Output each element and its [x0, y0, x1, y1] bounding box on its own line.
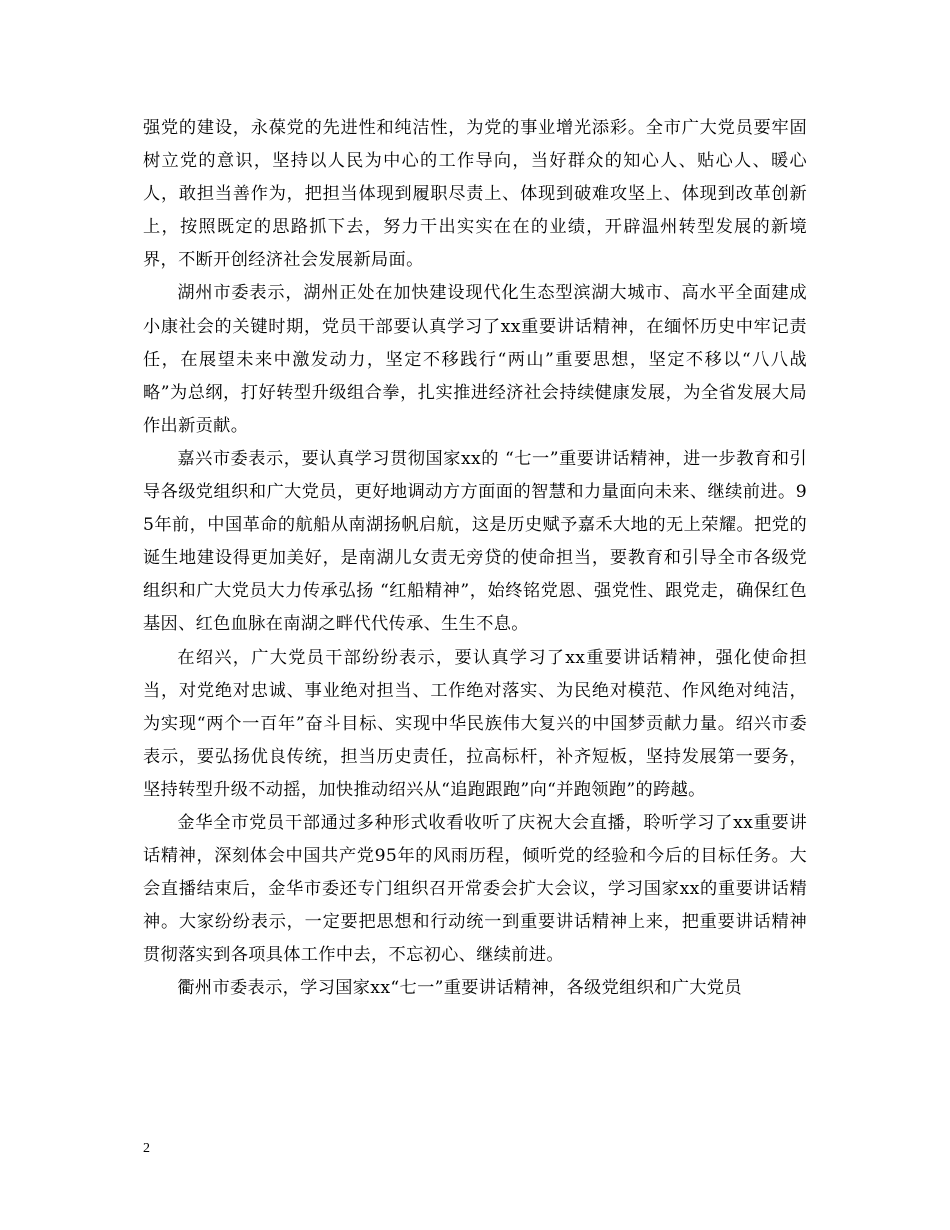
- paragraph-shaoxing: 在绍兴，广大党员干部纷纷表示，要认真学习了xx重要讲话精神，强化使命担当，对党绝对忠诚、事业绝对担当、工作绝对落实、为民绝对模范、作风绝对纯洁，为实现“两个一百年”奋斗目标、实现中华民族伟大复兴的中国梦贡献力量。绍兴市委表示，要弘扬优良传统，担当历史责任，拉高标杆，补齐短板，坚持发展第一要务，坚持转型升级不动摇，加快推动绍兴从“追跑跟跑”向“并跑领跑”的跨越。: [143, 647, 807, 800]
- paragraph-quzhou: 衢州市委表示，学习国家xx“七一”重要讲话精神，各级党组织和广大党员: [177, 978, 742, 999]
- paragraph-jinhua: 金华全市党员干部通过多种形式收看收听了庆祝大会直播，聆听学习了xx重要讲话精神，深刻体会中国共产党95年的风雨历程，倾听党的经验和今后的目标任务。大会直播结束后，金华市委还专门组织召开常委会扩大会议，学习国家xx的重要讲话精神。大家纷纷表示，一定要把思想和行动统一到重要讲话精神上来，把重要讲话精神贯彻落实到各项具体工作中去，不忘初心、继续前进。: [143, 812, 807, 966]
- paragraph-wenzhou-continuation: 强党的建设，永葆党的先进性和纯洁性，为党的事业增光添彩。全市广大党员要牢固树立党的意识，坚持以人民为中心的工作导向，当好群众的知心人、贴心人、暖心人，敢担当善作为，把担当体现到履职尽责上、体现到破难攻坚上、体现到改革创新上，按照既定的思路抓下去，努力干出实实在在的业绩，开辟温州转型发展的新境界，不断开创经济社会发展新局面。: [143, 118, 807, 271]
- paragraph-huzhou: 湖州市委表示，湖州正处在加快建设现代化生态型滨湖大城市、高水平全面建成小康社会的关键时期，党员干部要认真学习了xx重要讲话精神，在缅怀历史中牢记责任，在展望未来中激发动力，坚定不移践行“两山”重要思想，坚定不移以“八八战略”为总纲，打好转型升级组合拳，扎实推进经济社会持续健康发展，为全省发展大局作出新贡献。: [143, 283, 807, 436]
- paragraph-jiaxing: 嘉兴市委表示，要认真学习贯彻国家xx的 “七一”重要讲话精神，进一步教育和引导各级党组织和广大党员，更好地调动方方面面的智慧和力量面向未来、继续前进。95年前，中国革命的航船从南湖扬帆启航，这是历史赋予嘉禾大地的无上荣耀。把党的诞生地建设得更加美好，是南湖儿女责无旁贷的使命担当，要教育和引导全市各级党组织和广大党员大力传承弘扬 “红船精神”，始终铭党恩、强党性、跟党走，确保红色基因、红色血脉在南湖之畔代代传承、生生不息。: [143, 448, 807, 635]
- page-number: 2: [143, 1141, 150, 1156]
- document-body: [143, 112, 807, 1006]
